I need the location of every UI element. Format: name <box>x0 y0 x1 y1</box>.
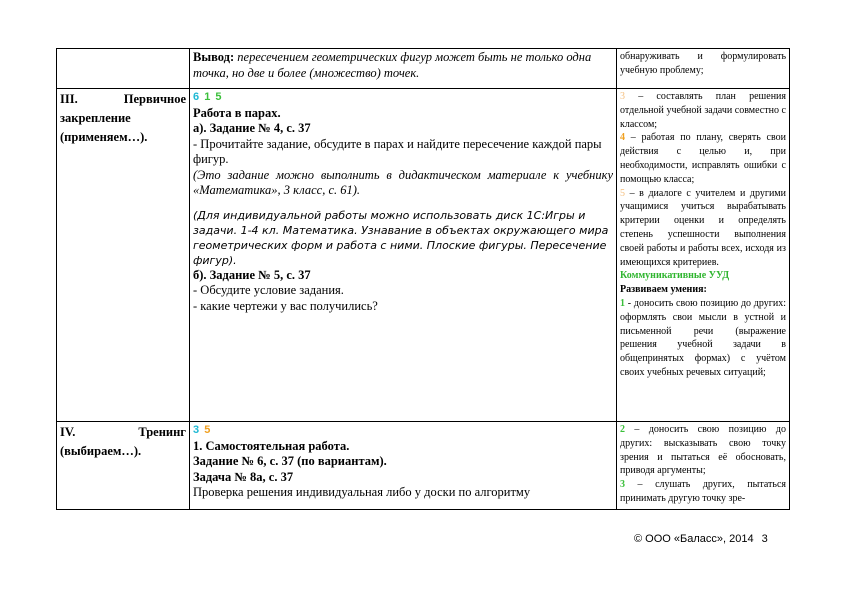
uud-text: – в диалоге с учителем и другими учащимися учиться вырабатывать критерии оценки и определять степень успешности выполнения своей работы и работы всех, исходя из имеющихся критериев. <box>620 187 786 268</box>
uud-number: 2 <box>620 424 625 435</box>
conclusion-label: Вывод: <box>193 50 235 64</box>
uud-number: 3 <box>620 91 625 102</box>
uud-text: – слушать других, пытаться принимать другую точку зре- <box>620 479 786 504</box>
skill-number: 1 <box>204 91 212 103</box>
uud-number: 1 <box>620 297 625 309</box>
uud-cell <box>617 422 790 510</box>
page-number: 3 <box>761 533 768 545</box>
uud-text: - доносить свою позицию до других: оформлять свои мысли в устной и письменной речи (выражение решения учебной задачи в общепринятых формах) с учётом своих учебных речевых ситуаций; <box>620 297 786 378</box>
skill-number: 3 <box>193 424 201 436</box>
conclusion-text: пересечением геометрических фигур может быть не только одна точка, но две и более (множество) точек. <box>193 50 592 80</box>
stage-number: IV. <box>60 425 76 439</box>
uud-text: – доносить свою позицию до других: высказывать свою точку зрения и пытаться её обосновать, приводя аргументы; <box>620 424 786 477</box>
skill-number: 5 <box>204 424 212 436</box>
page-footer <box>626 533 768 545</box>
stage-title: Первичное <box>123 92 186 106</box>
skill-number: 5 <box>215 91 223 103</box>
stage-cell <box>57 49 190 89</box>
content-cell <box>190 49 617 89</box>
uud-number: 3 <box>620 479 625 491</box>
uud-number: 4 <box>620 132 625 144</box>
uud-item <box>620 90 786 131</box>
table-row <box>57 49 790 89</box>
independent-work-heading: 1. Самостоятельная работа. <box>193 438 350 453</box>
content-cell <box>190 89 617 422</box>
stage-cell <box>57 89 190 422</box>
stage-title: Тренинг <box>138 425 186 439</box>
lesson-table <box>56 48 790 510</box>
note-didactic: (Это задание можно выполнить в дидактическом материале к учебнику «Математика», 3 класс, с. 61). <box>193 167 613 197</box>
uud-text: обнаруживать и формулировать учебную проблему; <box>620 51 786 76</box>
uud-item <box>620 187 786 270</box>
task-b-heading: б). Задание № 5, с. 37 <box>193 267 311 282</box>
uud-item <box>620 478 786 506</box>
stage-number: III. <box>60 92 78 106</box>
uud-item <box>620 297 786 380</box>
copyright-text: © ООО «Баласс», 2014 <box>634 533 754 545</box>
task-8-heading: Задача № 8а, с. 37 <box>193 469 294 484</box>
uud-item <box>620 131 786 186</box>
skill-number: 6 <box>193 91 201 103</box>
task-a-text: - Прочитайте задание, обсудите в парах и найдите пересечение каждой пары фигур. <box>193 136 602 166</box>
stage-subtitle: (выбираем…). <box>60 444 142 458</box>
note-disk: (Для индивидуальной работы можно использовать диск 1С:Игры и задачи. 1-4 кл. Математика. Узнавание в объектах окружающего мира геометрических форм и работа с ними. Плоские фигуры. Пересечение фигур). <box>193 208 609 267</box>
group-work-heading: Работа в парах. <box>193 105 281 120</box>
uud-text: – работая по плану, сверять свои действия с целью и, при необходимости, исправлять ошибки с помощью класса; <box>620 132 786 185</box>
table-row <box>57 89 790 422</box>
communicative-uud-heading: Коммуникативные УУД <box>620 270 730 282</box>
uud-cell <box>617 49 790 89</box>
task-a-heading: а). Задание № 4, с. 37 <box>193 121 311 135</box>
skill-numbers <box>193 90 613 106</box>
stage-subtitle: закрепление (применяем…). <box>60 111 148 144</box>
uud-number: 5 <box>620 187 625 199</box>
task-b-question: - Обсудите условие задания. <box>193 283 344 297</box>
table-row <box>57 422 790 510</box>
task-6-heading: Задание № 6, с. 37 (по вариантам). <box>193 454 387 468</box>
task-b-question: - какие чертежи у вас получились? <box>193 298 378 313</box>
check-text: Проверка решения индивидуальная либо у доски по алгоритму <box>193 485 531 499</box>
uud-text: – составлять план решения отдельной учебной задачи совместно с классом; <box>620 91 786 130</box>
stage-cell <box>57 422 190 510</box>
develop-skills-label: Развиваем умения: <box>620 284 707 296</box>
content-cell <box>190 422 617 510</box>
uud-cell <box>617 89 790 422</box>
skill-numbers <box>193 423 613 439</box>
uud-item <box>620 423 786 478</box>
